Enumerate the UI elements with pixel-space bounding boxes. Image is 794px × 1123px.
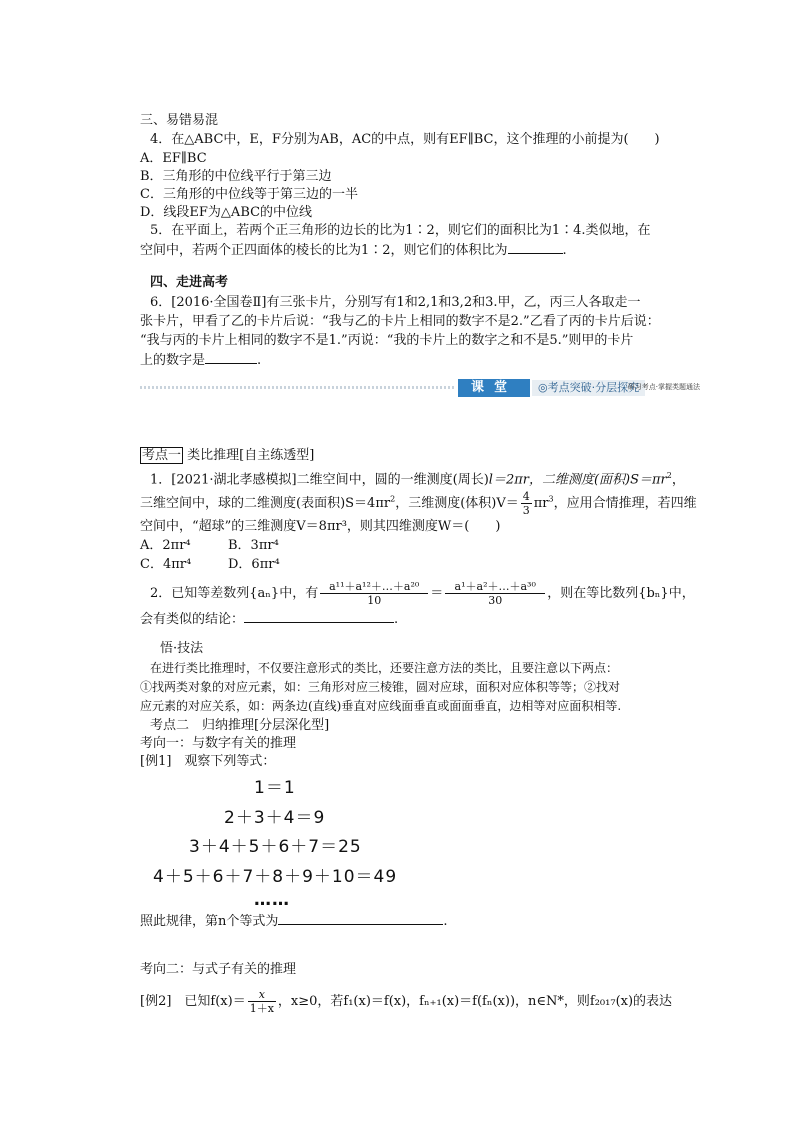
p2-line2: 会有类似的结论： .	[140, 612, 399, 627]
kaodian1-heading	[140, 447, 314, 464]
p1-option-d: D．6πr⁴	[228, 557, 280, 572]
kaodian1-title: 类比推理[自主练透型]	[187, 448, 315, 463]
banner-dotted-rule	[140, 386, 454, 389]
q4-option-d: D．线段EF为△ABC的中位线	[140, 205, 313, 220]
p1-line3: 空间中，“超球”的三维测度V＝8πr³，则其四维测度W＝( )	[140, 519, 501, 534]
fraction	[248, 988, 276, 1015]
answer-blank	[205, 351, 257, 364]
equation-line-3: 3＋4＋5＋6＋7＝25	[189, 837, 362, 857]
fraction	[521, 490, 532, 517]
p2-text-a: 2．已知等差数列{aₙ}中，有	[150, 586, 319, 601]
example2-line	[140, 988, 672, 1015]
equation-line-2: 2＋3＋4＝9	[224, 808, 326, 828]
fraction-denominator: 10	[367, 594, 382, 607]
p2-line1	[150, 580, 695, 607]
equation-line-4: 4＋5＋6＋7＋8＋9＋10＝49	[153, 867, 398, 887]
banner-label: 课堂	[458, 379, 530, 397]
rule-text: 照此规律，第n个等式为	[140, 914, 279, 929]
p1-line1-b: l＝2πr，二维测度(面积)S＝πr	[488, 472, 667, 488]
fraction	[320, 580, 428, 607]
answer-blank	[508, 241, 563, 254]
q6-line3: “我与丙的卡片上相同的数字不是1.”丙说：“我的卡片上的数字之和不是5.”则甲的卡片	[140, 333, 634, 348]
fraction-denominator: 30	[488, 594, 503, 607]
fraction-denominator: 1＋x	[249, 1002, 274, 1015]
fraction-numerator: a¹＋a²＋…＋a³⁰	[445, 580, 545, 594]
direction2-heading: 考向二：与式子有关的推理	[140, 962, 297, 977]
section3-heading: 三、易错易混	[140, 113, 219, 128]
p1-line1-a: 1．[2021·湖北孝感模拟]二维空间中，圆的一维测度(周长)	[150, 472, 489, 488]
example1-label: [例1] 观察下列等式：	[140, 754, 276, 769]
q5-line2: 空间中，若两个正四面体的棱长的比为1∶2，则它们的体积比为 .	[140, 243, 567, 258]
p2-text-c: 会有类似的结论：	[140, 612, 245, 627]
p2-text-b: ，则在等比数列{bₙ}中，	[547, 586, 695, 601]
fraction-numerator: a¹¹＋a¹²＋…＋a²⁰	[320, 580, 428, 594]
equals-sign: ＝	[430, 586, 444, 601]
p1-line2-b: ，三维测度(体积)V＝	[395, 496, 519, 511]
fraction-numerator: 4	[522, 490, 530, 503]
equation-line-1: 1＝1	[254, 778, 296, 798]
q4-stem: 4．在△ABC中，E，F分别为AB，AC的中点，则有EF∥BC，这个推理的小前提为( )	[150, 132, 660, 147]
answer-blank	[278, 912, 443, 925]
method-line1: 在进行类比推理时，不仅要注意形式的类比，还要注意方法的类比，且要注意以下两点：	[150, 661, 619, 675]
q6-line2: 张卡片，甲看了乙的卡片后说：“我与乙的卡片上相同的数字不是2.”乙看了丙的卡片后说：	[140, 314, 660, 329]
p1-line2-a: 三维空间中，球的二维测度(表面积)S＝4πr	[140, 496, 391, 511]
method-title: 悟·技法	[160, 641, 204, 656]
rule-line: 照此规律，第n个等式为 .	[140, 914, 448, 929]
q6-line4-text: 上的数字是	[140, 353, 206, 368]
fraction-numerator: x	[248, 988, 276, 1002]
fraction	[445, 580, 545, 607]
p1-line2: 三维空间中，球的二维测度(表面积)$S=4\pi r^2$，三维测度(体积)V＝ $\frac{4}{3}$ $\pi r^3$，应用合情推理，若四维	[140, 490, 697, 517]
p1-option-a: A．2πr⁴	[140, 538, 191, 553]
p1-option-b: B．3πr⁴	[228, 538, 279, 553]
p1-option-c: C．4πr⁴	[140, 557, 192, 572]
kaodian2-title: 考点二 归纳推理[分层深化型]	[150, 718, 330, 733]
q4-option-c: C．三角形的中位线等于第三边的一半	[140, 187, 358, 202]
kaodian1-label: 考点一	[142, 448, 182, 463]
example2-text-a: [例2] 已知f(x)＝	[140, 994, 246, 1009]
p1-line1: 1．[2021·湖北孝感模拟]二维空间中，圆的一维测度(周长)l＝2πr，二维测度(面积)$S=\pi r^2$，	[150, 471, 685, 488]
example2-text-b: ，x≥0，若f₁(x)＝f(x)，fₙ₊₁(x)＝f(fₙ(x))，n∈N*，则f₂₀₁₇(x)的表达	[277, 994, 673, 1009]
section4-heading: 四、走进高考	[150, 275, 229, 290]
q4-option-a: A．EF∥BC	[140, 151, 207, 166]
section-banner	[140, 377, 700, 399]
direction1-heading: 考向一：与数字有关的推理	[140, 736, 297, 751]
equation-ellipsis: ……	[254, 890, 290, 910]
method-line3: 应元素的对应关系，如：两条边(直线)垂直对应线面垂直或面面垂直，边相等对应面积相等.	[140, 699, 622, 713]
answer-blank	[244, 610, 394, 623]
p1-line2-c: πr	[533, 496, 549, 511]
banner-tag: ◎考点突破·分层探究	[532, 380, 645, 396]
fraction-denominator: 3	[522, 504, 530, 517]
banner-right-text: 研习考点·掌握类题通法	[627, 383, 700, 391]
q4-option-b: B．三角形的中位线平行于第三边	[140, 169, 332, 184]
method-line2: ①找两类对象的对应元素，如：三角形对应三棱锥，圆对应球，面积对应体积等等；②找对	[140, 680, 621, 694]
p1-line2-d: ，应用合情推理，若四维	[553, 496, 697, 511]
q6-line4: 上的数字是 .	[140, 353, 262, 368]
q6-line1: 6．[2016·全国卷Ⅱ]有三张卡片，分别写有1和2,1和3,2和3.甲，乙，丙三人各取走一	[150, 295, 641, 310]
q5-line2-text: 空间中，若两个正四面体的棱长的比为1∶2，则它们的体积比为	[140, 243, 508, 258]
q5-line1: 5．在平面上，若两个正三角形的边长的比为1∶2，则它们的面积比为1∶4.类似地，在	[150, 223, 651, 238]
